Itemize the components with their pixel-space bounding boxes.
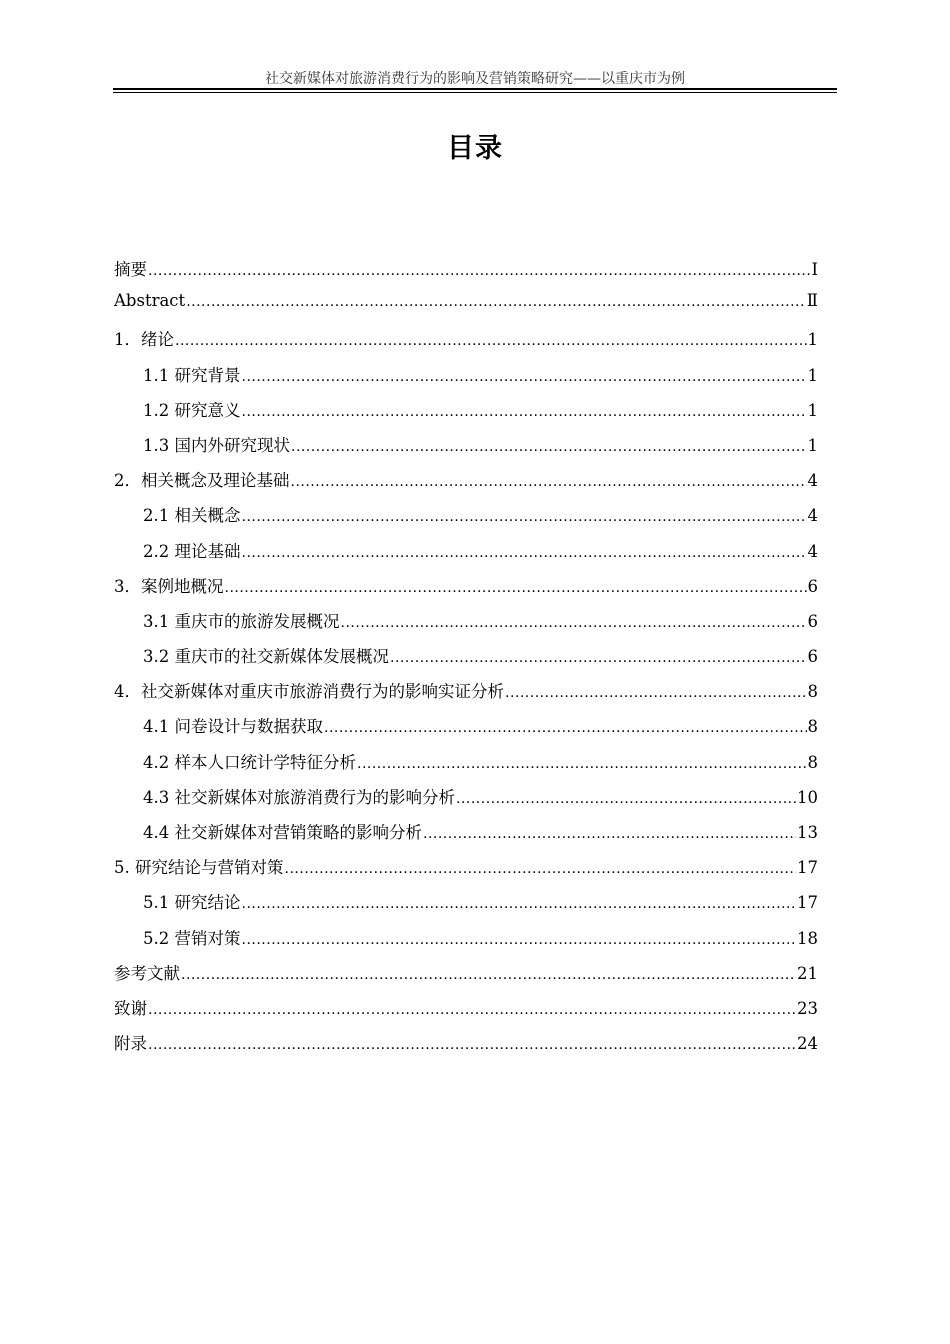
toc-entry-page-number: 4 xyxy=(807,471,818,491)
toc-dot-leader xyxy=(242,932,797,948)
toc-dot-leader xyxy=(186,294,806,310)
toc-entry[interactable] xyxy=(114,326,818,361)
toc-entry[interactable] xyxy=(114,819,818,854)
toc-entry[interactable] xyxy=(114,502,818,537)
toc-entry-label: 3.2 重庆市的社交新媒体发展概况 xyxy=(143,647,389,667)
toc-entry-label: 2.1 相关概念 xyxy=(143,506,241,526)
toc-entry[interactable] xyxy=(114,960,818,995)
toc-entry-page-number: 8 xyxy=(807,717,818,737)
toc-entry-page-number: Ⅱ xyxy=(806,291,818,311)
toc-entry-label: 附录 xyxy=(114,1034,147,1054)
toc-entry-page-number: 21 xyxy=(797,963,818,983)
toc-entry-page-number: 24 xyxy=(797,1034,818,1054)
toc-entry-page-number: Ⅰ xyxy=(811,260,818,279)
running-header: 社交新媒体对旅游消费行为的影响及营销策略研究——以重庆市为例 xyxy=(265,71,685,87)
toc-entry[interactable] xyxy=(114,432,818,467)
toc-entry-page-number: 17 xyxy=(797,858,818,878)
toc-entry[interactable] xyxy=(114,1030,818,1065)
toc-entry[interactable] xyxy=(114,256,818,291)
toc-dot-leader xyxy=(148,1037,796,1053)
toc-dot-leader xyxy=(390,650,807,666)
toc-entry-label: 5. 研究结论与营销对策 xyxy=(114,858,284,878)
toc-entry[interactable] xyxy=(114,854,818,889)
toc-entry-page-number: 8 xyxy=(807,752,818,772)
toc-entry[interactable] xyxy=(114,362,818,397)
toc-entry[interactable] xyxy=(114,538,818,573)
toc-entry-page-number: 6 xyxy=(807,611,818,631)
toc-dot-leader xyxy=(505,685,807,701)
toc-entry[interactable] xyxy=(114,749,818,784)
toc-entry-label: 2．相关概念及理论基础 xyxy=(114,471,290,491)
toc-entry-label: 4．社交新媒体对重庆市旅游消费行为的影响实证分析 xyxy=(114,682,504,702)
toc-dot-leader xyxy=(324,720,807,736)
toc-entry[interactable] xyxy=(114,713,818,748)
toc-entry-label: 1.1 研究背景 xyxy=(143,365,241,385)
toc-entry-page-number: 10 xyxy=(797,787,818,807)
toc-dot-leader xyxy=(225,580,807,596)
toc-entry[interactable] xyxy=(114,889,818,924)
toc-dot-leader xyxy=(242,896,797,912)
toc-dot-leader xyxy=(423,826,796,842)
toc-entry-label: 5.1 研究结论 xyxy=(143,893,241,913)
toc-dot-leader xyxy=(175,333,807,349)
toc-dot-leader xyxy=(357,756,807,772)
toc-entry-label: 3.1 重庆市的旅游发展概况 xyxy=(143,611,340,631)
toc-entry-label: 1．绪论 xyxy=(114,330,174,350)
toc-entry-label: 4.3 社交新媒体对旅游消费行为的影响分析 xyxy=(143,787,455,807)
toc-entry-page-number: 4 xyxy=(807,541,818,561)
toc-entry-page-number: 6 xyxy=(807,647,818,667)
toc-entry[interactable] xyxy=(114,608,818,643)
toc-entry[interactable] xyxy=(114,995,818,1030)
toc-dot-leader xyxy=(242,509,807,525)
toc-entry-page-number: 13 xyxy=(797,823,818,842)
toc-entry-page-number: 17 xyxy=(797,893,818,913)
toc-entry-label: 摘要 xyxy=(114,260,147,279)
toc-entry-label: 1.3 国内外研究现状 xyxy=(143,435,290,455)
toc-dot-leader xyxy=(242,545,807,561)
toc-entry-label: Abstract xyxy=(114,291,186,311)
toc-dot-leader xyxy=(148,1002,796,1018)
toc-entry-page-number: 6 xyxy=(807,576,818,596)
header-rule-thick xyxy=(113,88,837,90)
toc-entry-label: 2.2 理论基础 xyxy=(143,541,241,561)
toc-entry-label: 4.1 问卷设计与数据获取 xyxy=(143,717,323,737)
toc-dot-leader xyxy=(291,439,807,455)
toc-entry-page-number: 4 xyxy=(807,506,818,526)
toc-entry-label: 致谢 xyxy=(114,998,147,1018)
toc-entry-label: 1.2 研究意义 xyxy=(143,400,241,420)
toc-entry[interactable] xyxy=(114,291,818,326)
toc-entry-label: 4.4 社交新媒体对营销策略的影响分析 xyxy=(143,823,422,842)
toc-title: 目录 xyxy=(447,133,503,164)
toc-dot-leader xyxy=(242,369,807,385)
toc-entry[interactable] xyxy=(114,467,818,502)
toc-entry-page-number: 1 xyxy=(807,365,818,385)
toc-dot-leader xyxy=(181,967,796,983)
toc-dot-leader xyxy=(285,861,797,877)
toc-entry[interactable] xyxy=(114,784,818,819)
toc-entry-page-number: 1 xyxy=(807,435,818,455)
toc-dot-leader xyxy=(242,404,807,420)
toc-dot-leader xyxy=(456,791,796,807)
toc-entry-label: 参考文献 xyxy=(114,963,180,983)
toc-entry-page-number: 1 xyxy=(807,400,818,420)
toc-entry-label: 3．案例地概况 xyxy=(114,576,224,596)
header-rule-thin xyxy=(113,92,837,93)
toc-entry-page-number: 1 xyxy=(807,330,818,350)
toc-entry-label: 4.2 样本人口统计学特征分析 xyxy=(143,752,356,772)
toc-entry-page-number: 8 xyxy=(807,682,818,702)
toc-dot-leader xyxy=(291,474,807,490)
toc-entry[interactable] xyxy=(114,397,818,432)
toc-entry[interactable] xyxy=(114,573,818,608)
toc-entry[interactable] xyxy=(114,678,818,713)
toc-entry-page-number: 23 xyxy=(797,998,818,1018)
toc-entry-label: 5.2 营销对策 xyxy=(143,928,241,948)
table-of-contents xyxy=(114,256,818,1065)
toc-entry-page-number: 18 xyxy=(797,928,818,948)
toc-dot-leader xyxy=(341,615,807,631)
toc-entry[interactable] xyxy=(114,643,818,678)
toc-dot-leader xyxy=(148,263,810,279)
toc-entry[interactable] xyxy=(114,925,818,960)
